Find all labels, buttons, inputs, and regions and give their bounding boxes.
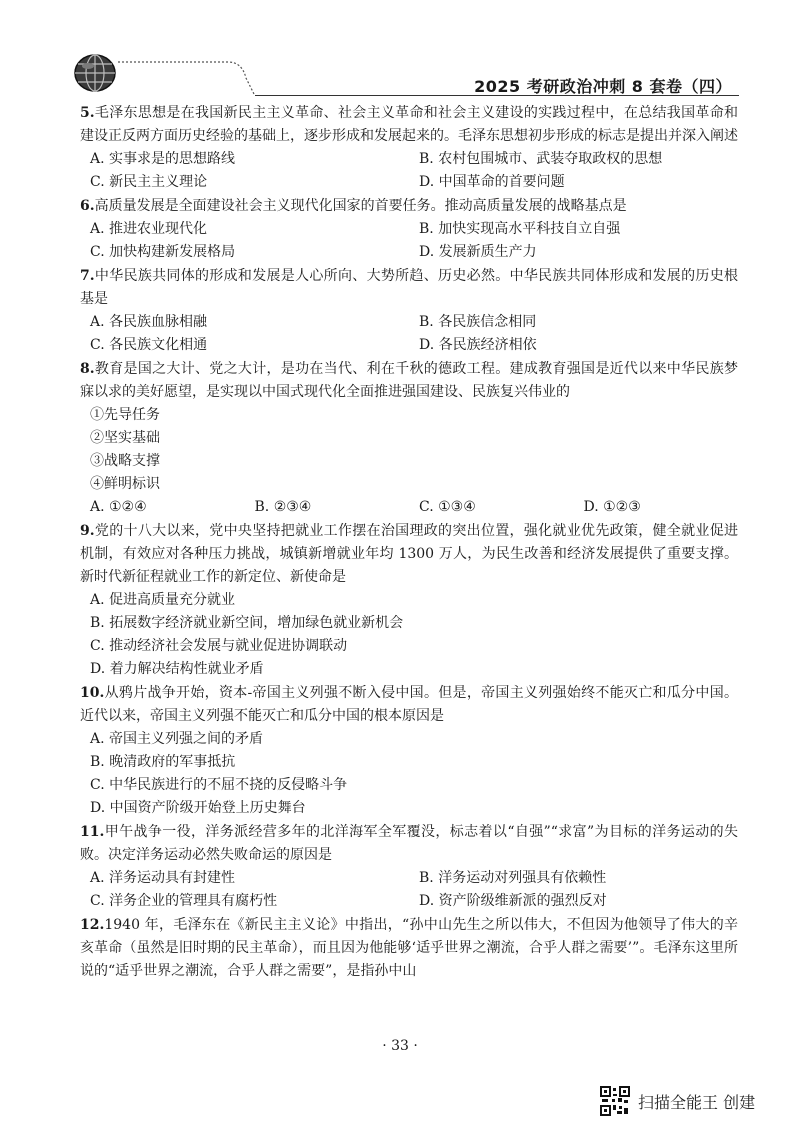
statement-item: ③战略支撑 [90, 453, 160, 469]
option-b: B. 加快实现高水平科技自立自强 [419, 221, 621, 237]
option-c: C. 洋务企业的管理具有腐朽性 [90, 893, 278, 909]
option-b: B. 拓展数字经济就业新空间，增加绿色就业新机会 [90, 615, 404, 631]
option-c: C. 推动经济社会发展与就业促进协调联动 [90, 638, 348, 654]
option-b: B. 各民族信念相同 [419, 314, 537, 330]
question-stem: 11.甲午战争一役，洋务派经营多年的北洋海军全军覆没，标志着以“自强”“求富”为目标的洋务运动的失败。决定洋务运动必然失败命运的原因是 [80, 824, 738, 863]
option-c: C. 加快构建新发展格局 [90, 244, 236, 260]
question-stem: 12.1940 年，毛泽东在《新民主主义论》中指出，“孙中山先生之所以伟大，不但因为他领导了伟大的辛亥革命（虽然是旧时期的民主革命），而且因为他能够‘适乎世界之潮流，合乎人群之需要’”。毛泽东这里所说的“适乎世界之潮流，合乎人群之需要”，是指孙中山 [80, 917, 738, 979]
options [80, 867, 738, 913]
statement-item: ④鲜明标识 [90, 476, 160, 492]
options [80, 218, 738, 264]
option-a: A. 洋务运动具有封建性 [90, 870, 236, 886]
question-stem: 8.教育是国之大计、党之大计，是功在当代、利在千秋的德政工程。建成教育强国是近代以来中华民族梦寐以求的美好愿望，是实现以中国式现代化全面推进强国建设、民族复兴伟业的 [80, 361, 738, 400]
page-header [0, 0, 800, 100]
globe-logo-icon [72, 52, 118, 94]
question-5 [80, 102, 738, 194]
option-c: C. 中华民族进行的不屈不挠的反侵略斗争 [90, 777, 348, 793]
question-6 [80, 195, 738, 264]
question-9 [80, 520, 738, 681]
option-a: A. 实事求是的思想路线 [90, 151, 236, 167]
question-list [80, 102, 738, 984]
question-stem: 5.毛泽东思想是在我国新民主主义革命、社会主义革命和社会主义建设的实践过程中，在总结我国革命和建设正反两方面历史经验的基础上，逐步形成和发展起来的。毛泽东思想初步形成的标志是提出并深入阐述 [80, 105, 738, 144]
question-number: 10. [80, 685, 105, 701]
question-number: 6. [80, 198, 95, 214]
options [80, 728, 738, 820]
option-b: B. ②③④ [254, 499, 312, 515]
question-number: 7. [80, 268, 95, 284]
header-dotted-line [116, 58, 256, 98]
question-stem: 10.从鸦片战争开始，资本-帝国主义列强不断入侵中国。但是，帝国主义列强始终不能灭亡和瓜分中国。近代以来，帝国主义列强不能灭亡和瓜分中国的根本原因是 [80, 685, 738, 724]
option-c: C. 新民主主义理论 [90, 174, 208, 190]
option-b: B. 晚清政府的军事抵抗 [90, 754, 236, 770]
option-d: D. 发展新质生产力 [419, 244, 537, 260]
watermark-text: 扫描全能王 创建 [638, 1092, 756, 1112]
options [80, 148, 738, 194]
qr-code-icon [600, 1086, 630, 1116]
option-c: C. ①③④ [419, 499, 476, 515]
question-7 [80, 265, 738, 357]
option-d: D. 各民族经济相依 [419, 337, 537, 353]
question-11 [80, 821, 738, 913]
statement-item: ②坚实基础 [90, 430, 160, 446]
scanner-watermark [600, 1085, 755, 1117]
header-rule [255, 95, 739, 96]
option-a: A. 各民族血脉相融 [90, 314, 208, 330]
question-8 [80, 358, 738, 519]
option-a: A. ①②④ [90, 499, 147, 515]
question-stem: 9.党的十八大以来，党中央坚持把就业工作摆在治国理政的突出位置，强化就业优先政策，健全就业促进机制，有效应对各种压力挑战，城镇新增就业年均 1300 万人，为民生改善和经济发展提供了重要支撑。新时代新征程就业工作的新定位、新使命是 [80, 523, 738, 585]
option-d: D. 资产阶级维新派的强烈反对 [419, 893, 607, 909]
question-10 [80, 682, 738, 820]
option-b: B. 洋务运动对列强具有依赖性 [419, 870, 607, 886]
question-number: 8. [80, 361, 95, 377]
option-c: C. 各民族文化相通 [90, 337, 208, 353]
options [80, 589, 738, 681]
question-number: 5. [80, 105, 95, 121]
option-a: A. 帝国主义列强之间的矛盾 [90, 731, 264, 747]
options [80, 311, 738, 357]
question-stem: 6.高质量发展是全面建设社会主义现代化国家的首要任务。推动高质量发展的战略基点是 [80, 198, 627, 214]
option-d: D. 着力解决结构性就业矛盾 [90, 661, 264, 677]
option-d: D. 中国革命的首要问题 [419, 174, 565, 190]
question-number: 12. [80, 917, 105, 933]
question-12 [80, 914, 738, 983]
option-d: D. ①②③ [583, 499, 641, 515]
page-number: · 33 · [382, 1038, 418, 1054]
option-b: B. 农村包围城市、武装夺取政权的思想 [419, 151, 663, 167]
option-a: A. 推进农业现代化 [90, 221, 208, 237]
statement-item: ①先导任务 [90, 407, 160, 423]
question-number: 11. [80, 824, 105, 840]
header-title: 2025 考研政治冲刺 8 套卷（四） [474, 77, 732, 96]
options [80, 496, 738, 519]
option-a: A. 促进高质量充分就业 [90, 592, 236, 608]
option-d: D. 中国资产阶级开始登上历史舞台 [90, 800, 306, 816]
question-stem: 7.中华民族共同体的形成和发展是人心所向、大势所趋、历史必然。中华民族共同体形成和发展的历史根基是 [80, 268, 738, 307]
question-number: 9. [80, 523, 95, 539]
